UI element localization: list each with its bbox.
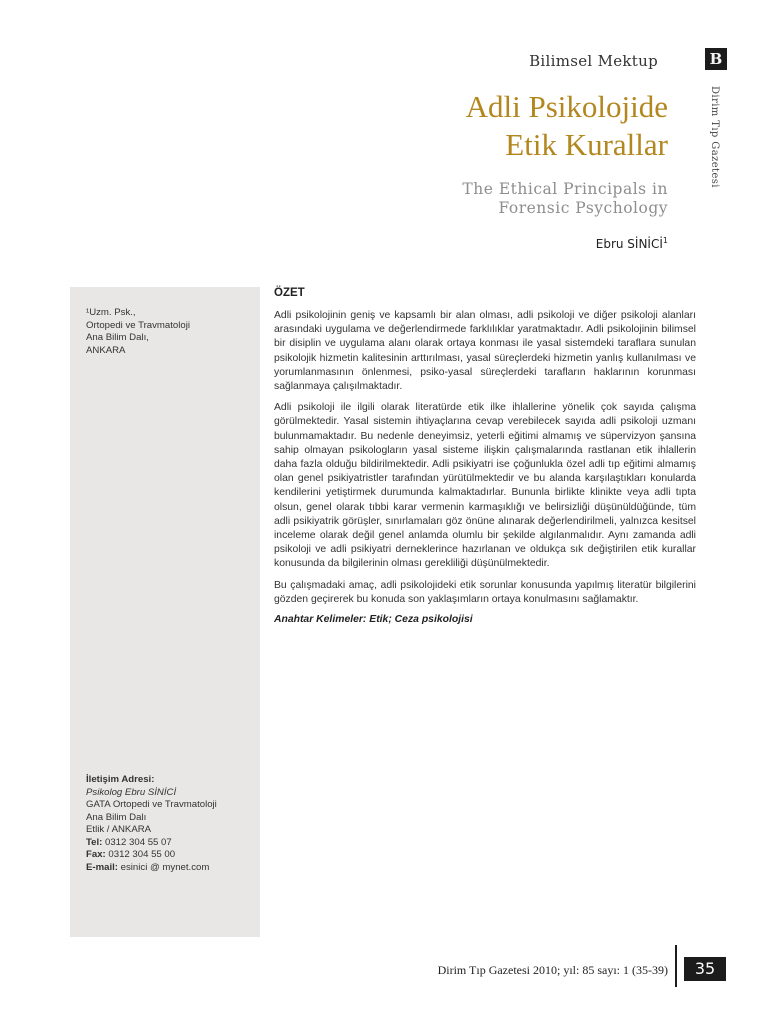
section-label: Bilimsel Mektup <box>529 52 658 70</box>
contact-address-line: Ana Bilim Dalı <box>86 811 147 823</box>
fax-value: 0312 304 55 00 <box>108 849 176 860</box>
abstract-section <box>274 287 696 625</box>
side-journal-name: Dirim Tıp Gazetesi <box>709 86 720 188</box>
contact-heading: İletişim Adresi: <box>86 774 155 785</box>
sidebar-panel <box>70 287 260 937</box>
affiliation-line: ¹Uzm. Psk., <box>86 307 136 318</box>
article-title-line: Etik Kurallar <box>505 127 668 162</box>
contact-email <box>86 862 217 875</box>
abstract-paragraph: Adli psikoloji ile ilgili olarak literatürde etik ilke ihlallerine yönelik çok sayıda çalışma görülmektedir. Yasal sistemin ihtiyaçlarına cevap verebilecek sayıda adli psikoloji uzmanı bulunmamaktadır. Bu nedenle deneyimsiz, yeterli eğitimi almamış ve süpervizyon şansına sahip olmayan psikologların yasal sisteme ilişkin çalışmalarında rastlanan etik ihlallerin daha fazla olduğu bildirilmektedir. Adli psikiyatri ise çoğunlukla özel adli tıp eğitimi almamış olan genel psikiyatristler tarafından yürütülmektedir ve bu alanda karşılaştıkları konularda kendilerini yetiştirmek durumunda kalmaktadırlar. Bununla birlikte klinikte veya adli tıpta olsun, genel olarak tıbbi karar vermenin karmaşıklığı ve belirsizliği düşünüldüğünde, tüm adli psikiyatrik görüşler, sınırlamaları göz önüne alınarak değerlendirilmeli, yalnızca kesitsel inceleme olarak değil genel anlamda olumlu bir şekilde algılanmalıdır. Aynı zamanda adli psikoloji ve adli psikiyatri derneklerince hazırlanan ve oldukça sık değiştirilen etik kurallar konusunda da bilgilerinin olması gerekliliği düşünülmektedir. <box>274 402 696 570</box>
contact-address-line: Etlik / ANKARA <box>86 824 152 835</box>
article-subtitle-line: Forensic Psychology <box>498 199 668 217</box>
article-title-line: Adli Psikolojide <box>465 89 668 124</box>
section-tab-badge: B <box>705 48 727 70</box>
footer-divider <box>675 945 677 987</box>
abstract-heading: ÖZET <box>274 287 305 299</box>
article-subtitle-line: The Ethical Principals in <box>462 180 668 198</box>
author-affiliation-marker: 1 <box>662 236 668 245</box>
contact-name: Psikolog Ebru SİNİCİ <box>86 786 177 798</box>
footer-citation: Dirim Tıp Gazetesi 2010; yıl: 85 sayı: 1 (35-39) <box>437 963 668 977</box>
abstract-paragraph: Adli psikolojinin geniş ve kapsamlı bir alan olması, adli psikoloji ve diğer psikoloji alanları arasındaki uygulama ve değerlendirmede farklılıklar yaratmaktadır. Adli psikolojinin bilimsel bir disiplin ve uygulama alanı olarak ortaya konması ile yasal sistemdeki taraflara sunulan psikolojik hizmetin kalitesinin arttırılması, yasal süreçlerdeki hizmetin yanlış kullanılması ve yorumlanmasının önlenmesi, psiko-yasal süreçlerdeki tarafların haklarının korunması sağlanmaya çalışılmaktadır. <box>274 310 696 393</box>
author-name: Ebru SİNİCİ <box>595 237 663 251</box>
article-title <box>466 88 668 164</box>
affiliation-line: Ana Bilim Dalı, <box>86 332 149 343</box>
tel-label: Tel: <box>86 836 103 848</box>
affiliation-line: Ortopedi ve Travmatoloji <box>86 319 190 331</box>
email-value: esinici @ mynet.com <box>120 861 210 873</box>
contact-address-line: GATA Ortopedi ve Travmatoloji <box>86 799 217 810</box>
keywords: Anahtar Kelimeler: Etik; Ceza psikolojisi <box>274 614 473 626</box>
fax-label: Fax: <box>86 849 106 860</box>
contact-address <box>86 774 217 874</box>
contact-tel <box>86 837 217 850</box>
abstract-paragraph: Bu çalışmadaki amaç, adli psikolojideki etik sorunlar konusunda yapılmış literatür bilgilerini gözden geçirerek bu konuda son yaklaşımların ortaya konulmasını sağlamaktır. <box>274 579 696 605</box>
tel-value: 0312 304 55 07 <box>105 836 172 848</box>
author <box>596 236 668 251</box>
article-subtitle <box>462 180 668 218</box>
contact-fax <box>86 849 217 862</box>
affiliation-line: ANKARA <box>86 344 126 356</box>
email-label: E-mail: <box>86 861 118 873</box>
affiliation <box>86 307 190 357</box>
page-number: 35 <box>684 957 726 981</box>
